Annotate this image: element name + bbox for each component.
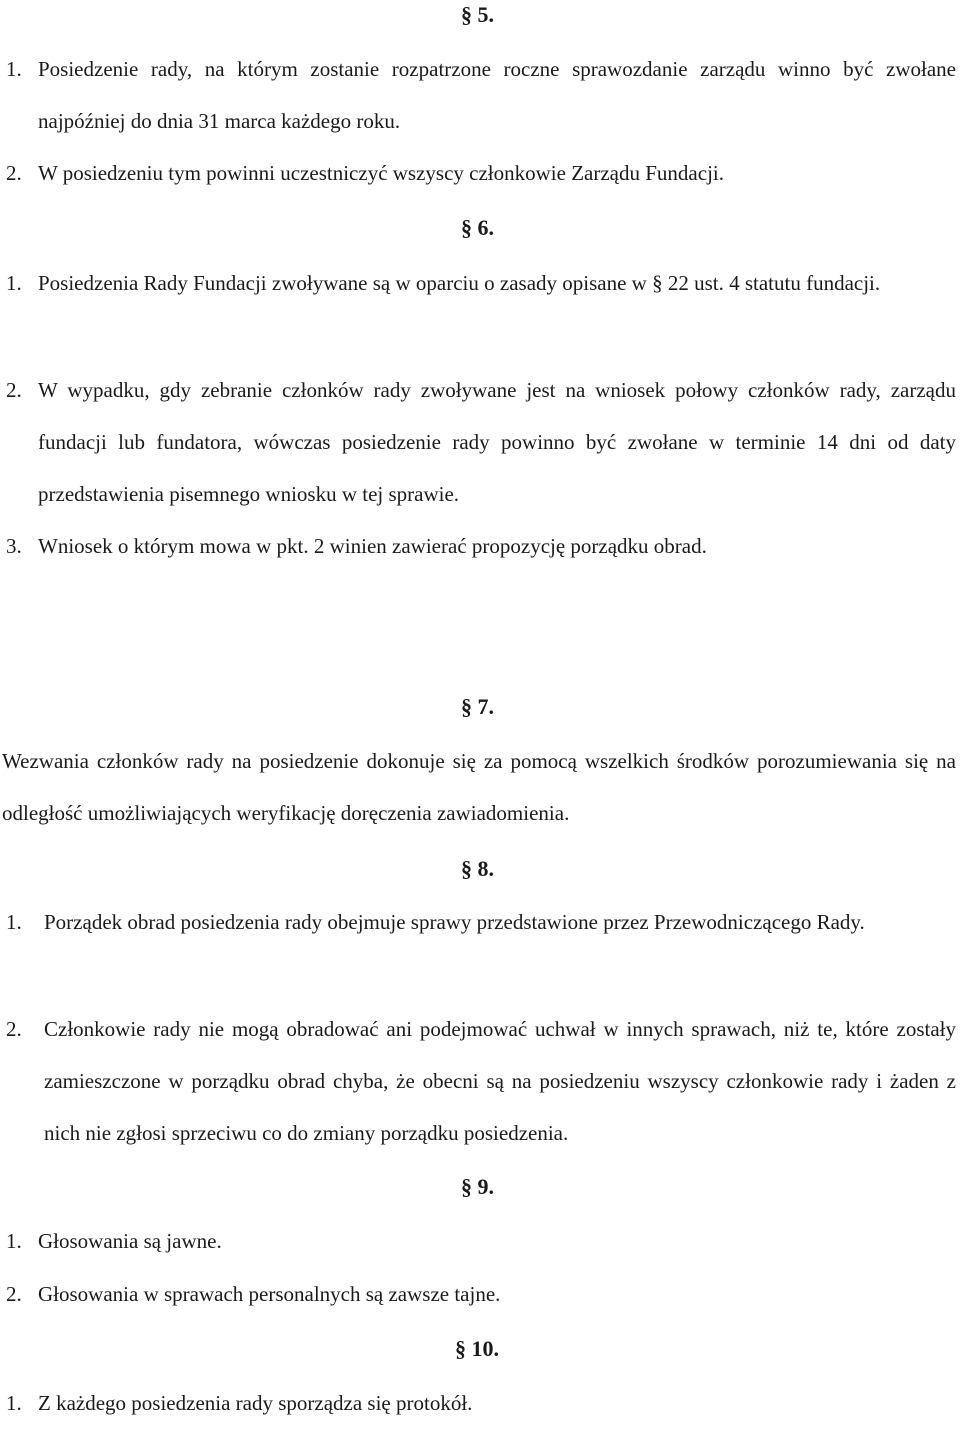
item-text: Wniosek o którym mowa w pkt. 2 winien zawierać propozycję porządku obrad. — [38, 534, 707, 558]
section-5-item-1 — [6, 43, 956, 147]
item-text: Głosowania w sprawach personalnych są zawsze tajne. — [38, 1282, 501, 1306]
section-5-heading: § 5. — [461, 2, 494, 27]
section-10-item-1 — [6, 1377, 956, 1429]
item-number: 1. — [6, 1391, 22, 1415]
item-number: 1. — [6, 57, 22, 81]
item-number: 2. — [6, 1017, 22, 1041]
item-text: Porządek obrad posiedzenia rady obejmuje sprawy przedstawione przez Przewodniczącego Rady. — [44, 910, 865, 934]
item-text: W posiedzeniu tym powinni uczestniczyć wszyscy członkowie Zarządu Fundacji. — [38, 161, 724, 185]
item-number: 2. — [6, 161, 22, 185]
section-9-heading: § 9. — [461, 1174, 494, 1199]
section-6-item-2 — [6, 364, 956, 520]
section-7-text: Wezwania członków rady na posiedzenie dokonuje się za pomocą wszelkich środków porozumiewania się na odległość umożliwiających weryfikację doręczenia zawiadomienia. — [2, 749, 956, 825]
item-text: W wypadku, gdy zebranie członków rady zwoływane jest na wniosek połowy członków rady, zarządu fundacji lub fundatora, wówczas posiedzenie rady powinno być zwołane w terminie 14 dni od daty przedstawienia pisemnego wniosku w tej sprawie. — [38, 378, 956, 506]
item-text: Posiedzenie rady, na którym zostanie rozpatrzone roczne sprawozdanie zarządu winno być zwołane najpóźniej do dnia 31 marca każdego roku. — [38, 57, 956, 133]
item-number: 3. — [6, 534, 22, 558]
item-text: Z każdego posiedzenia rady sporządza się protokół. — [38, 1391, 473, 1415]
section-6-item-1 — [6, 257, 956, 309]
section-8-item-2 — [6, 1003, 956, 1159]
item-number: 1. — [6, 1229, 22, 1253]
section-7-heading: § 7. — [461, 694, 494, 719]
item-number: 1. — [6, 910, 22, 934]
section-10-heading: § 10. — [455, 1336, 499, 1361]
section-8-item-1 — [6, 896, 956, 948]
section-9-item-2 — [6, 1268, 956, 1320]
item-text: Posiedzenia Rady Fundacji zwoływane są w oparciu o zasady opisane w § 22 ust. 4 statutu fundacji. — [38, 271, 881, 295]
section-6-item-3 — [6, 520, 956, 572]
item-number: 2. — [6, 1282, 22, 1306]
section-8-heading: § 8. — [461, 856, 494, 881]
item-text: Członkowie rady nie mogą obradować ani podejmować uchwał w innych sprawach, niż te, które zostały zamieszczone w porządku obrad chyba, że obecni są na posiedzeniu wszyscy członkowie rady i żaden z nich nie zgłosi sprzeciwu co do zmiany porządku posiedzenia. — [44, 1017, 956, 1145]
section-5-item-2 — [6, 147, 956, 199]
item-text: Głosowania są jawne. — [38, 1229, 222, 1253]
section-6-heading: § 6. — [461, 215, 494, 240]
item-number: 1. — [6, 271, 22, 295]
section-9-item-1 — [6, 1215, 956, 1267]
item-number: 2. — [6, 378, 22, 402]
